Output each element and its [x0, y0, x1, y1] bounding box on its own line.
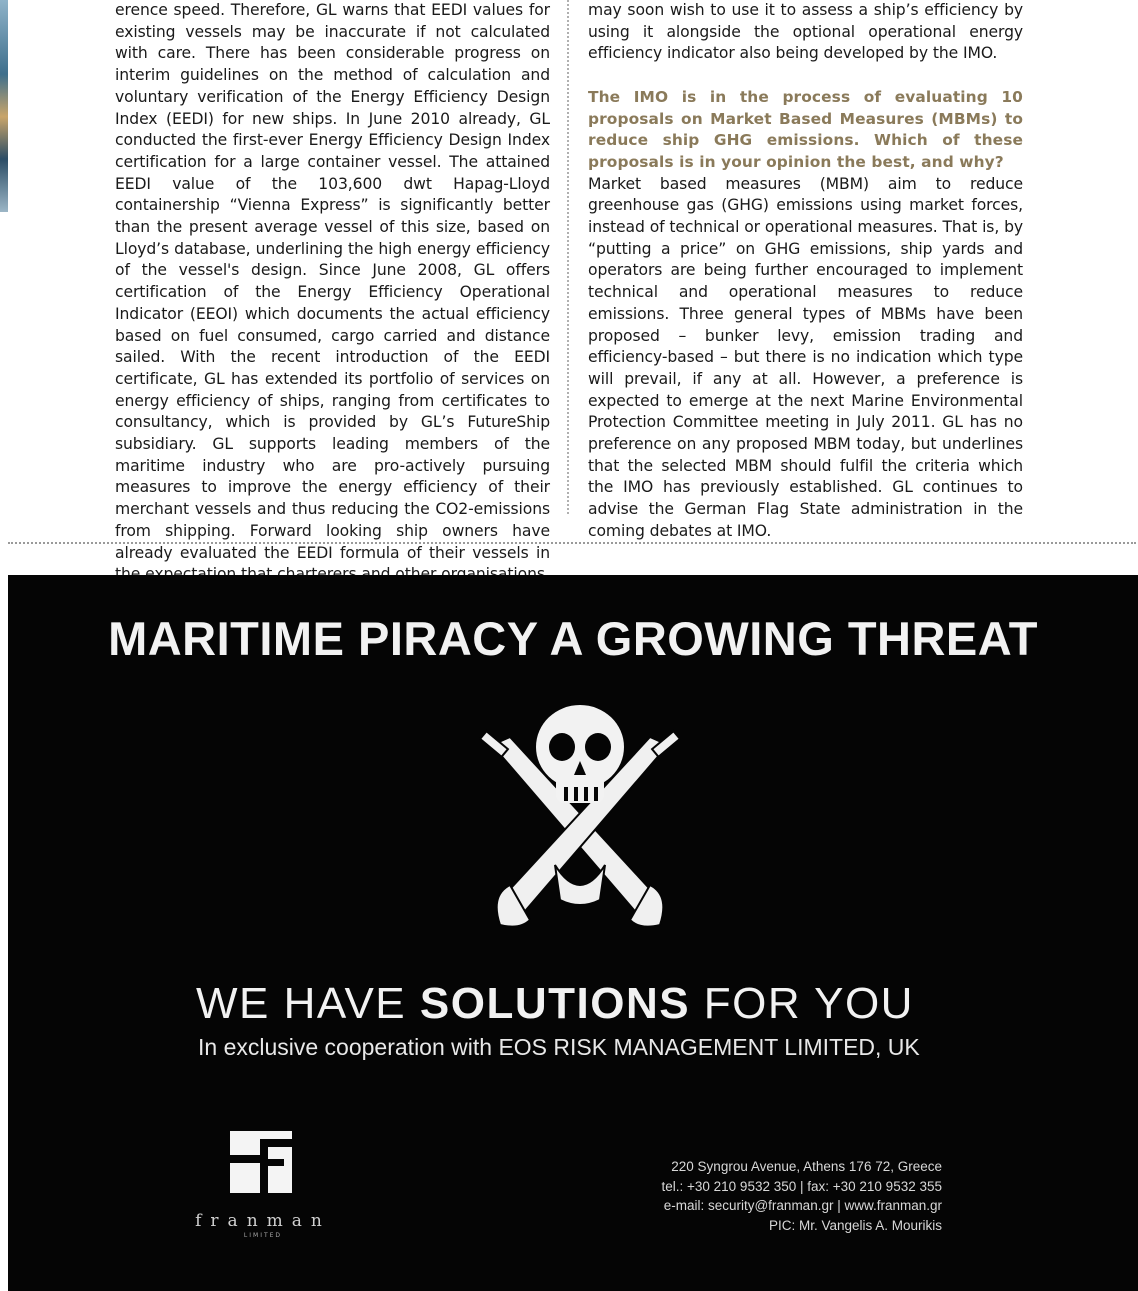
ad-tagline	[196, 979, 914, 1029]
skull-crossed-rifles-icon	[470, 695, 690, 940]
ad-subline: In exclusive cooperation with EOS RISK MANAGEMENT LIMITED, UK	[198, 1034, 920, 1060]
contact-phone: tel.: +30 210 9532 350 | fax: +30 210 9532 355	[661, 1178, 942, 1194]
right-intro-text: may soon wish to use it to assess a ship’s efficiency by using it alongside the optional operational energy efficiency indicator also being developed by the IMO.	[588, 1, 1023, 63]
contact-address: 220 Syngrou Avenue, Athens 176 72, Greece	[671, 1159, 942, 1174]
ad-tagline-bold: SOLUTIONS	[419, 979, 691, 1028]
interview-answer: Market based measures (MBM) aim to reduce greenhouse gas (GHG) emissions using market forces, instead of technical or operational measures. That is, by “putting a price” on GHG emissions, ship yards and operators are being further encouraged to implement technical and operational measures to reduce emissions. Three general types of MBMs have been proposed – bunker levy, emission trading and efficiency-based – but there is no indication which type will prevail, if any at all. However, a preference is expected to emerge at the next Marine Environmental Protection Committee meeting in July 2011. GL has no preference on any proposed MBM today, but underlines that the selected MBM should fulfil the criteria which the IMO has previously established. GL continues to advise the German Flag State administration in the coming debates at IMO.	[588, 174, 1023, 540]
advertisement	[8, 575, 1138, 1291]
contact-block	[662, 1157, 943, 1235]
franman-logo-icon	[230, 1131, 292, 1193]
page-edge-photo-strip	[0, 0, 8, 212]
interview-question: The IMO is in the process of evaluating 10 proposals on Market Based Measures (MBMs) to reduce ship GHG emissions. Which of these proposals is in your opinion the best, and why?	[588, 87, 1023, 171]
ad-tagline-post: FOR YOU	[690, 979, 914, 1028]
contact-email: e-mail: security@franman.gr | www.franman.gr	[663, 1198, 942, 1213]
article-right-column	[588, 0, 1023, 543]
column-divider	[567, 0, 569, 514]
article-left-column	[115, 0, 550, 586]
ad-headline: MARITIME PIRACY A GROWING THREAT	[108, 612, 1038, 665]
franman-wordmark: franman	[195, 1211, 331, 1231]
ad-tagline-pre: WE HAVE	[196, 979, 420, 1028]
section-divider	[8, 542, 1136, 544]
left-column-text: erence speed. Therefore, GL warns that EEDI values for existing vessels may be inaccurate if not calculated with care. There has been considerable progress on interim guidelines on the method of calculation and voluntary verification of the Energy Efficiency Design Index (EEDI) for new ships. In June 2010 already, GL conducted the first-ever Energy Efficiency Design Index certification for a large container vessel. The attained EEDI value of the 103,600 dwt Hapag-Lloyd containership “Vienna Express” is significantly better than the present average vessel of this size, based on Lloyd’s database, underlining the high energy efficiency of the vessel's design. Since June 2008, GL offers certification of the Energy Efficiency Operational Indicator (EEOI) which documents the actual efficiency based on fuel consumed, cargo carried and distance sailed. With the recent introduction of the EEDI certificate, GL has extended its portfolio of services on energy efficiency of ships, ranging from certificates to consultancy, which is provided by GL’s FutureShip subsidiary. GL supports leading members of the maritime industry who are pro-actively pursuing measures to improve the energy efficiency of their merchant vessels and thus reducing the CO2-emissions from shipping. Forward looking ship owners have already evaluated the EEDI formula of their vessels in	[115, 1, 550, 562]
franman-wordmark-sub: LIMITED	[243, 1232, 283, 1239]
contact-pic: PIC: Mr. Vangelis A. Mourikis	[768, 1217, 942, 1233]
